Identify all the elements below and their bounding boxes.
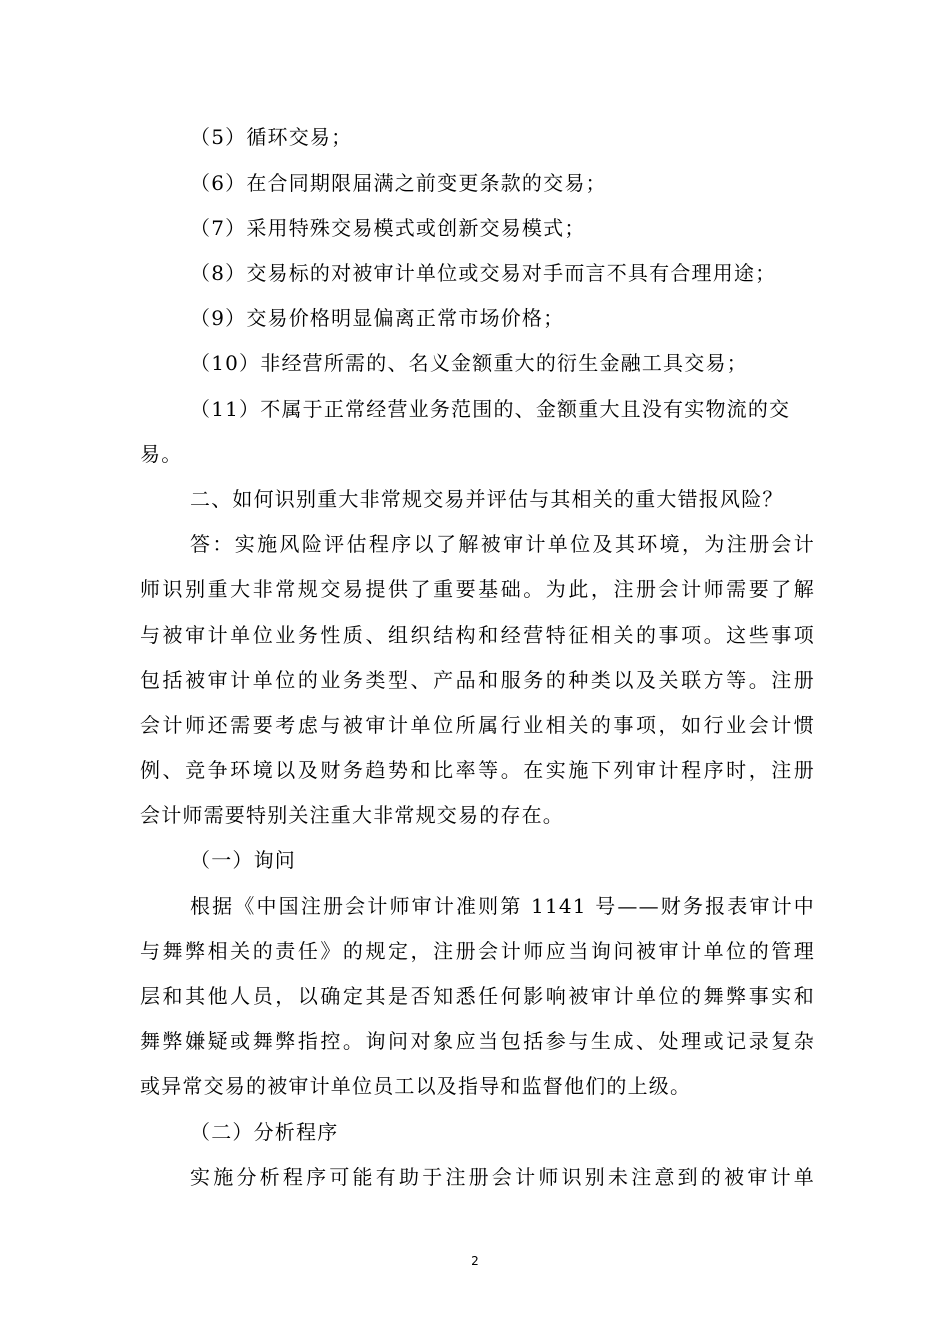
list-item-9: （9）交易价格明显偏离正常市场价格； (190, 306, 565, 330)
paragraph-line: 会计师还需要考虑与被审计单位所属行业相关的事项，如行业会计惯 (140, 713, 815, 737)
paragraph-line: 层和其他人员，以确定其是否知悉任何影响被审计单位的舞弊事实和 (140, 984, 815, 1008)
paragraph-line: 或异常交易的被审计单位员工以及指导和监督他们的上级。 (140, 1074, 692, 1098)
list-item-5: （5）循环交易； (190, 125, 353, 149)
paragraph-line: 答：实施风险评估程序以了解被审计单位及其环境，为注册会计 (190, 532, 815, 556)
page-number: 2 (471, 1254, 479, 1268)
list-item-10: （10）非经营所需的、名义金额重大的衍生金融工具交易； (190, 351, 748, 375)
paragraph-line: 与被审计单位业务性质、组织结构和经营特征相关的事项。这些事项 (140, 623, 815, 647)
list-item-8: （8）交易标的对被审计单位或交易对手而言不具有合理用途； (190, 261, 777, 285)
list-item-11: （11）不属于正常经营业务范围的、金额重大且没有实物流的交 (190, 397, 791, 421)
paragraph-line: 实施分析程序可能有助于注册会计师识别未注意到的被审计单 (190, 1165, 815, 1189)
paragraph-line: 与舞弊相关的责任》的规定，注册会计师应当询问被审计单位的管理 (140, 939, 815, 963)
subsection-heading-analysis: （二）分析程序 (190, 1120, 339, 1144)
paragraph-line: 师识别重大非常规交易提供了重要基础。为此，注册会计师需要了解 (140, 577, 815, 601)
list-item-11-continuation: 易。 (140, 442, 183, 466)
paragraph-line: 舞弊嫌疑或舞弊指控。询问对象应当包括参与生成、处理或记录复杂 (140, 1029, 815, 1053)
paragraph-line: 例、竞争环境以及财务趋势和比率等。在实施下列审计程序时，注册 (140, 758, 815, 782)
subsection-heading-inquiry: （一）询问 (190, 848, 296, 872)
list-item-6: （6）在合同期限届满之前变更条款的交易； (190, 171, 607, 195)
list-item-7: （7）采用特殊交易模式或创新交易模式； (190, 216, 586, 240)
paragraph-line: 包括被审计单位的业务类型、产品和服务的种类以及关联方等。注册 (140, 668, 815, 692)
section-heading-2: 二、如何识别重大非常规交易并评估与其相关的重大错报风险？ (190, 487, 784, 511)
paragraph-line: 会计师需要特别关注重大非常规交易的存在。 (140, 803, 564, 827)
paragraph-line: 根据《中国注册会计师审计准则第 1141 号——财务报表审计中 (190, 894, 815, 918)
